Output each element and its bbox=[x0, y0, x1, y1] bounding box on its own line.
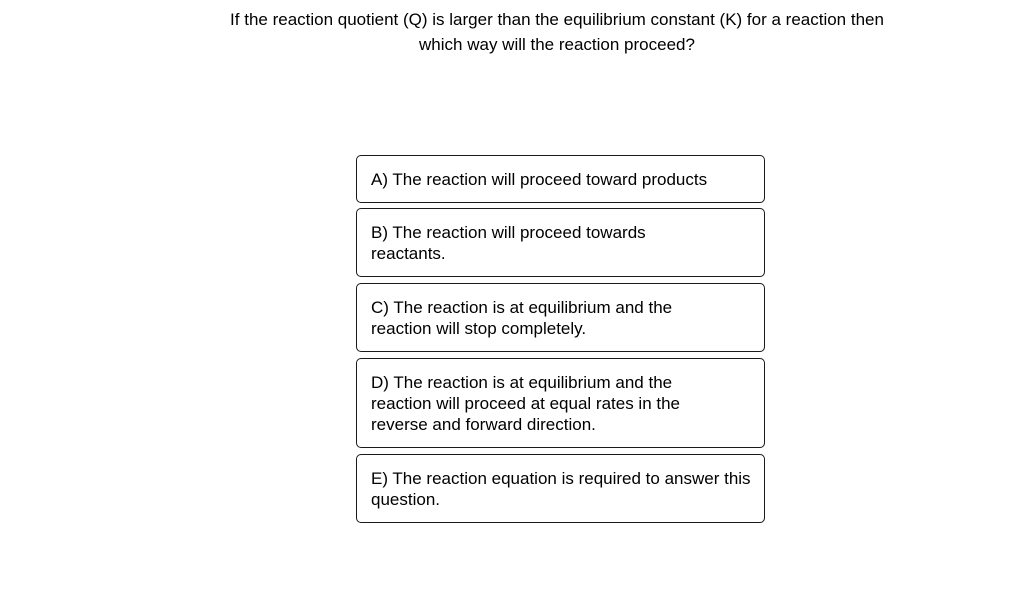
choice-d-label: D) The reaction is at equilibrium and the reaction will proceed at equal rates in the reverse and forward direction. bbox=[371, 372, 681, 434]
choice-e-button[interactable] bbox=[356, 454, 765, 523]
choice-d-button[interactable] bbox=[356, 358, 765, 448]
choice-b-button[interactable] bbox=[356, 208, 765, 277]
question-text: If the reaction quotient (Q) is larger than the equilibrium constant (K) for a reaction then which way will the reaction proceed? bbox=[230, 10, 884, 54]
answer-choices bbox=[356, 155, 765, 523]
choice-a-label: A) The reaction will proceed toward products bbox=[371, 169, 708, 189]
choice-a-button[interactable] bbox=[356, 155, 765, 203]
choice-c-button[interactable] bbox=[356, 283, 765, 352]
choice-b-label: B) The reaction will proceed towards reactants. bbox=[371, 222, 646, 263]
choice-e-label: E) The reaction equation is required to answer this question. bbox=[371, 468, 751, 509]
choice-c-label: C) The reaction is at equilibrium and the reaction will stop completely. bbox=[371, 297, 673, 338]
